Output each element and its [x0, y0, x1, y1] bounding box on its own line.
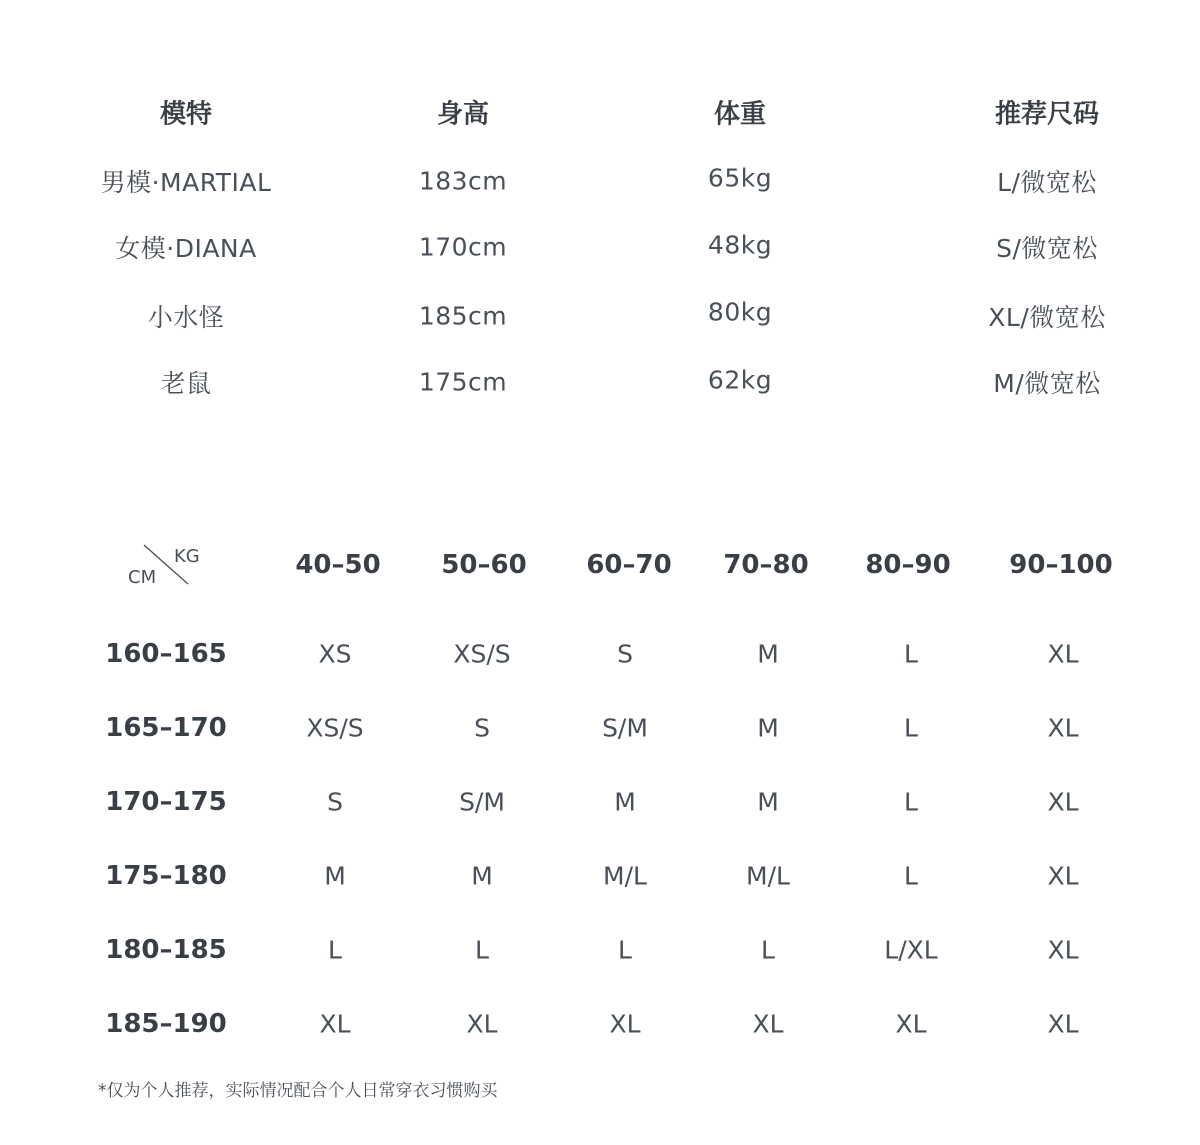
size-cell: XL	[1047, 935, 1079, 965]
header-recommended-size: 推荐尺码	[994, 99, 1100, 130]
size-cell: L	[904, 639, 918, 669]
size-cell: L	[904, 787, 918, 817]
weight-range-header: 50–60	[441, 550, 527, 580]
size-cell: M/L	[603, 861, 647, 891]
model-height: 183cm	[418, 166, 508, 196]
height-range-header: 160–165	[105, 639, 227, 669]
size-cell: M	[614, 787, 636, 817]
header-height: 身高	[436, 99, 490, 130]
size-cell: XS/S	[453, 639, 511, 669]
size-cell: L	[618, 935, 632, 965]
size-cell: L	[904, 861, 918, 891]
size-cell: XS	[318, 639, 352, 669]
model-size: M/微宽松	[993, 369, 1101, 398]
model-height: 170cm	[418, 232, 508, 262]
size-cell: L	[475, 935, 489, 965]
model-name: 小水怪	[147, 303, 225, 332]
model-size: L/微宽松	[997, 168, 1097, 197]
height-range-header: 165–170	[105, 713, 227, 743]
model-height: 175cm	[418, 367, 508, 397]
size-cell: XL	[1047, 1009, 1079, 1039]
weight-range-header: 80–90	[865, 550, 951, 580]
size-cell: S	[327, 787, 343, 817]
weight-range-header: 70–80	[723, 550, 809, 580]
model-weight: 48kg	[707, 230, 773, 260]
size-cell: M	[471, 861, 493, 891]
size-cell: XL	[895, 1009, 927, 1039]
header-weight: 体重	[713, 99, 767, 130]
size-cell: M	[324, 861, 346, 891]
corner-kg-label: KG	[174, 546, 200, 567]
size-cell: S	[617, 639, 633, 669]
size-cell: XL	[1047, 713, 1079, 743]
size-cell: L/XL	[884, 935, 938, 965]
size-cell: S/M	[602, 713, 648, 743]
size-cell: L	[328, 935, 342, 965]
header-model: 模特	[159, 99, 213, 130]
model-height: 185cm	[418, 301, 508, 331]
model-weight: 62kg	[707, 365, 773, 395]
model-weight: 65kg	[707, 163, 773, 193]
corner-cm-label: CM	[128, 567, 157, 588]
footnote-disclaimer: *仅为个人推荐，实际情况配合个人日常穿衣习惯购买	[98, 1081, 498, 1101]
weight-range-header: 90–100	[1009, 550, 1113, 580]
model-size: S/微宽松	[996, 234, 1098, 263]
size-cell: XL	[1047, 787, 1079, 817]
model-name: 女模·DIANA	[115, 234, 257, 263]
size-cell: XL	[319, 1009, 351, 1039]
size-cell: XL	[1047, 639, 1079, 669]
model-weight: 80kg	[707, 297, 773, 327]
size-cell: XL	[466, 1009, 498, 1039]
size-cell: XL	[1047, 861, 1079, 891]
height-range-header: 175–180	[105, 861, 227, 891]
size-cell: L	[904, 713, 918, 743]
model-size: XL/微宽松	[988, 303, 1106, 332]
size-cell: M	[757, 713, 779, 743]
model-name: 老鼠	[160, 369, 212, 398]
size-cell: S	[474, 713, 490, 743]
height-range-header: 170–175	[105, 787, 227, 817]
size-cell: S/M	[459, 787, 505, 817]
height-range-header: 180–185	[105, 935, 227, 965]
size-cell: M	[757, 787, 779, 817]
size-cell: XL	[752, 1009, 784, 1039]
height-range-header: 185–190	[105, 1009, 227, 1039]
size-cell: XL	[609, 1009, 641, 1039]
size-cell: L	[761, 935, 775, 965]
model-name: 男模·MARTIAL	[100, 168, 272, 197]
weight-range-header: 60–70	[586, 550, 672, 580]
weight-range-header: 40–50	[295, 550, 381, 580]
size-cell: M	[757, 639, 779, 669]
size-cell: XS/S	[306, 713, 364, 743]
size-cell: M/L	[746, 861, 790, 891]
